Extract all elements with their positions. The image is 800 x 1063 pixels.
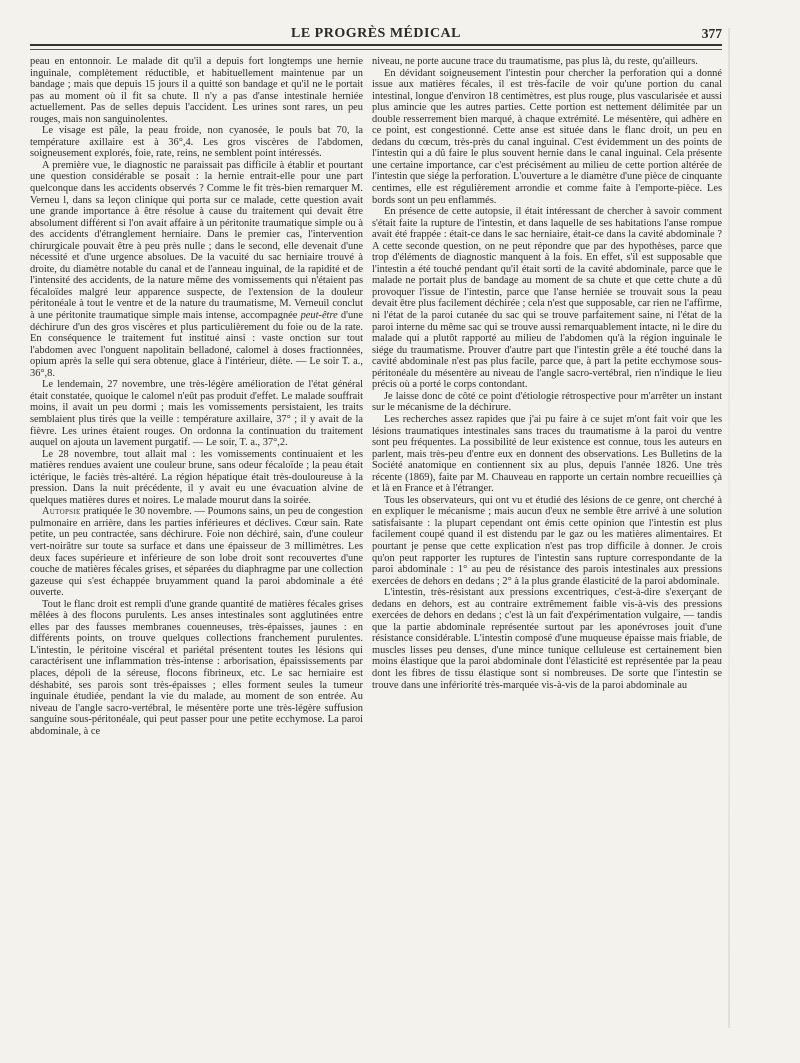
paragraph bbox=[30, 160, 363, 379]
page-edge-shadow bbox=[728, 28, 730, 1028]
paragraph-text: A première vue, le diagnostic ne paraissait pas difficile à établir et pourtant une question considérable se posait : la hernie entrait-elle pour une part quelconque dans les accidents observés ? Comme le fit très-bien remarquer M. Verneu l, dans sa leçon clinique qui porta sur ce malade, cette question avait une grande importance à être résolue à cause du traitement qui devait être absolument différent si l'on avait affaire à un péritonite traumatique simple ou à des accidents d'étranglement herniaire. Dans le premier cas, l'intervention chirurgicale pouvait être à peu près nulle ; dans le second, elle devenait d'une nécessité et d'une urgence absolues. De la vacuité du sac herniaire trouvé à droite, du diamètre notable du canal et de l'anneau inguinal, de la rapidité et de l'intensité des accidents, de la nature même des vomissements qui n'étaient pas fécaloïdes malgré leur apparence suspecte, de l'extension de la douleur péritonéale à tout le ventre et de la nature du traumatisme, M. Verneuil conclut à une péritonite traumatique simple mais intense, accompagnée bbox=[30, 159, 363, 322]
journal-title: LE PROGRÈS MÉDICAL bbox=[290, 26, 462, 41]
paragraph: niveau, ne porte aucune trace du traumatisme, pas plus là, du reste, qu'ailleurs. bbox=[372, 56, 698, 67]
right-column bbox=[372, 56, 722, 691]
section-label: Autopsie bbox=[42, 506, 81, 518]
paragraph: Le lendemain, 27 novembre, une très-légère amélioration de l'état général était constatée, quoique le calomel n'eût pas produit d'effet. Le malade souffrait moins, il avait un peu dormi ; mais les vomissements persistaient, les traits semblaient plus tirés que la veille : température axillaire, 37° ; il y avait de la fièvre. Les urines étaient rouges. On ordonna la continuation du traitement auquel on ajouta un lavement purgatif. — Le soir, T. a., 37°,2. bbox=[30, 379, 363, 449]
header-rule bbox=[30, 44, 722, 50]
paragraph: L'intestin, très-résistant aux pressions excentriques, c'est-à-dire s'exerçant de dedans en dehors, est au contraire extrêmement faible vis-à-vis des pressions exercées de dehors en dedans ; c'est là un fait d'expérimentation vulgaire, — tandis que la partie abdominale représentée surtout par les aponévroses jouit d'une résistance considérable. L'intestin composé d'une muqueuse épaisse mais friable, de muscles lisses peu denses, d'une mince tunique celluleuse est certainement bien moins élastique que la paroi abdominale dont l'élasticité est représentée par la peau dont les fibres de tissu élastique sont si nombreuses. De sorte que l'intestin se trouve dans une infériorité très-marquée vis-à-vis de la paroi abdominale au bbox=[372, 587, 722, 691]
paragraph-text: pratiquée le 30 novembre. — Poumons sains, un peu de congestion pulmonaire en arrière, dans les parties inférieures et déclives. Cœur sain. Rate petite, un peu contractée, sans déchirure. Foie non déchiré, sain, d'une couleur vert-noirâtre sur toute sa surface et dans une épaisseur de 3 millimètres. Les deux faces supérieure et inférieure de son lobe droit sont recouvertes d'une couche de matières fécales grises, et séparées du diaphragme par une collection gazeuse qui s'est échappée bruyamment quand la paroi abdominale a été ouverte. bbox=[30, 506, 363, 599]
paragraph: Les recherches assez rapides que j'ai pu faire à ce sujet m'ont fait voir que les lésions traumatiques intestinales sans traces du traumatisme à la paroi du ventre sont peu fréquentes. La possibilité de leur existence est connue, tous les auteurs en parlent, mais très-peu d'entre eux en donnent des observations. Les Bulletins de la Société anatomique en contiennent six au plus, depuis l'année 1826. Une très récente (1869), faite par M. Chauveau en rapporte un certain nombre recueillies çà et là en France et à l'étranger. bbox=[372, 413, 722, 495]
paragraph: Tous les observateurs, qui ont vu et étudié des lésions de ce genre, ont cherché à en expliquer le mécanisme ; mais aucun d'eux ne semble être arrivé à une solution satisfaisante : la plupart cependant ont émis cette opinion que l'intestin est plus facilement coupé quand il est distendu par le gaz ou les matières alimentaires. Et pourtant je pense que cette explication n'est pas trop difficile à donner. Je crois qu'on peut rapporter les ruptures de l'intestin sans rupture correspondante de la paroi abdominale : 1° au peu de résistance des parois intestinales aux pressions exercées de dehors en dedans ; 2° à la plus grande élasticité de la paroi abdominale. bbox=[372, 494, 722, 587]
paragraph: En dévidant soigneusement l'intestin pour chercher la perforation qui a donné issue aux matières fécales, il est très-facile de voir qu'une portion du canal intestinal, longue d'environ 18 centimètres, est plus rouge, plus vascularisée et aussi plus amincie que les autres parties. Cette portion est nettement délimitée par un double resserrement bien marqué, à chaque extrémité. Le mésentère, qui adhère en ce point, est congestionné. Cette anse est située dans le flanc droit, un peu en dedans du cœcum, très-près du canal inguinal. C'est évidemment un des points de l'intestin qui a dû faire le plus souvent hernie dans le canal inguinal. Cela présente une certaine importance, car c'est précisément au milieu de cette portion altérée de l'intestin que siége la perforation. L'ouverture a le diamètre d'une pièce de cinquante centimes, elle est régulièrement arrondie et comme faite à l'emporte-pièce. Les bords sont un peu enflammés. bbox=[372, 67, 722, 206]
paragraph: Le 28 novembre, tout allait mal : les vomissements continuaient et les matières rendues avaient une couleur brune, sans odeur fécaloïde ; la peau était ictérique, le faciès très-altéré. La région hépatique était très-douloureuse à la pression. Dans la nuit précédente, il y avait eu une évacuation alvine de quelques matières dures et noires. Le malade mourut dans la soirée. bbox=[30, 448, 363, 506]
paragraph-text: d'une déchirure d'un des gros viscères et plus particulièrement du foie ou de la rate. En conséquence le traitement fut institué ainsi : vaste onction sur tout l'abdomen avec l'onguent napolitain belladoné, calomel à doses fractionnées, opium après la selle qui sera obtenue, glace à l'intérieur, diète. — Le soir T. a., 36°,8. bbox=[30, 310, 363, 379]
page-header bbox=[30, 26, 722, 46]
paragraph: peau en entonnoir. Le malade dit qu'il a depuis fort longtemps une hernie inguinale, complètement réductible, et habituellement maintenue par un bandage ; mais que depuis 15 jours il a quitté son bandage et qu'il ne le portait pas au moment où il fit sa chute. Il n'y a pas d'anse intestinale herniée actuellement. Pas de selles depuis l'accident. Les urines sont rares, un peu rouges, mais non sanguinolentes. bbox=[30, 56, 363, 125]
paragraph: Le visage est pâle, la peau froide, non cyanosée, le pouls bat 70, la température axillaire est à 36°,4. Les gros viscères de l'abdomen, soigneusement explorés, foie, rate, reins, ne semblent point intéressés. bbox=[30, 125, 363, 160]
paragraph: En présence de cette autopsie, il était intéressant de chercher à savoir comment s'était faite la rupture de l'intestin, et dans laquelle de ses habitations l'anse rompue avait été frappée : était-ce dans le sac herniaire, était-ce dans la cavité abdominale ? A cette seconde question, on ne peut répondre que par des hypothèses, parce que trop d'éléments de diagnostic manquent à la fois. En effet, s'il est supposable que l'intestin a été touché pendant qu'il était sorti de la cavité abdominale, parce que le malade ne portait plus de bandage au moment de sa chute et que cette chute a dû provoquer l'issue de l'intestin, parce que l'anse herniée se trouvait sous la peau devait être plus facilement déchirée ; cela n'est que supposable, car rien ne l'affirme, ni l'état de la paroi cutanée du sac qui se trouve parfaitement saine, ni l'état de la paroi interne du même sac qui se trouve aussi remarquablement intacte, ni le dire du malade qui a plutôt rapporté au milieu de l'abdomen qu'à la région inguinale le siége du traumatisme. Prouver d'autre part que l'intestin grêle a été touché dans la cavité abdominale n'est pas plus facile, parce que, à part la petite ecchymose sous-péritonéale du mésentère au niveau de l'angle sacro-vertébral, rien n'indique le lieu précis où a porté le corps contondant. bbox=[372, 206, 722, 391]
italic-text: peut-être bbox=[300, 310, 338, 322]
paragraph: Je laisse donc de côté ce point d'étiologie rétrospective pour m'arrêter un instant sur le mécanisme de la déchirure. bbox=[372, 390, 722, 414]
page-number: 377 bbox=[701, 26, 722, 41]
paragraph: Tout le flanc droit est rempli d'une grande quantité de matières fécales grises mêlées à des flocons purulents. Les anses intestinales sont agglutinées entre elles par des fausses membranes couenneuses, très-épaisses, jaunes : en différents points, on trouve quelques collections franchement purulentes. L'intestin, le péritoine viscéral et pariétal présentent toutes les lésions qui caractérisent une inflammation très-intense : arborisation, épaississements par places, dépoli de la séreuse, flocons fibrineux, etc. Le sac herniaire est déshabité, ses parois sont très-épaisses ; elles forment seules la tumeur inguinale étudiée, pendant la vie du malade, au moment de son entrée. Au niveau de l'angle sacro-vertébral, le mésentère porte une très-légère suffusion sanguine sous-péritonéale, qui peut passer pour une petite ecchymose. La paroi abdominale, à ce bbox=[30, 598, 363, 737]
paragraph bbox=[30, 506, 363, 598]
left-column bbox=[30, 56, 363, 737]
